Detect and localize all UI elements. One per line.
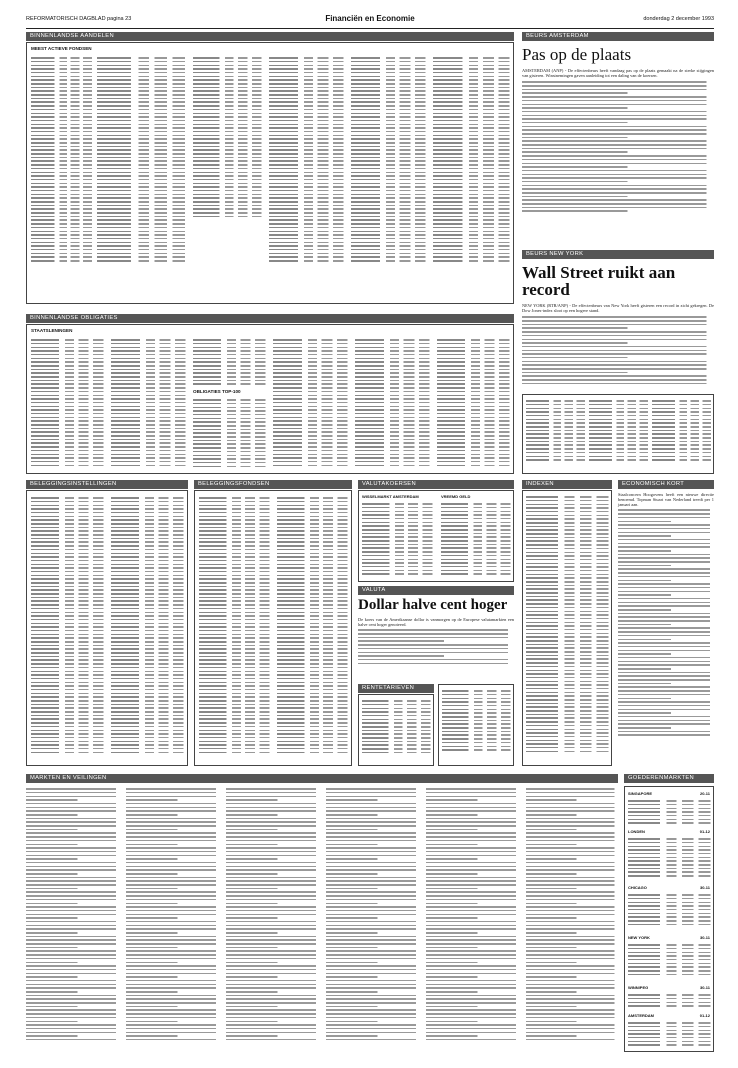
article-valuta-body: [358, 627, 514, 671]
page-header: [26, 14, 714, 28]
goederen-date-londen: 01-12: [699, 829, 710, 834]
section-band-beleggingsinstellingen: BELEGGINGSINSTELLINGEN: [26, 480, 188, 489]
obligaties-top-heading: OBLIGATIES TOP-100: [193, 389, 241, 394]
goederen-table-winnipeg: [628, 992, 712, 1010]
section-band-rentetarieven: RENTETARIEVEN: [358, 684, 434, 693]
section-band-economisch-kort: ECONOMISCH KORT: [618, 480, 714, 489]
goederen-date-singapore: 20-11: [699, 791, 710, 796]
aandelen-column-6: [433, 55, 511, 287]
goederenmarkten-box: [624, 786, 714, 1052]
beleggingsinstellingen-box: [26, 490, 188, 766]
section-band-binnenlandse-obligaties: BINNENLANDSE OBLIGATIES: [26, 314, 514, 323]
goederen-date-winnipeg: 30-11: [699, 985, 710, 990]
page-header-date: donderdag 2 december 1993: [643, 16, 714, 22]
article-economisch-body: [618, 507, 714, 757]
section-band-beurs-newyork: BEURS NEW YORK: [522, 250, 714, 259]
obligaties-column-5: [355, 337, 431, 471]
beleggingsinstellingen-col-2: [111, 495, 185, 763]
obligaties-column-2: [111, 337, 187, 471]
markten-column-4: [326, 786, 420, 1052]
obligaties-column-4: [273, 337, 349, 471]
article-amsterdam-headline: Pas op de plaats: [522, 45, 632, 64]
markten-column-1: [26, 786, 120, 1052]
goederen-table-chicago: [628, 892, 712, 932]
article-amsterdam-lead: AMSTERDAM (ANP) - De effectenbeurs heeft vandaag pas op de plaats gemaakt na de sterke stijgingen van gisteren. Winstnemingen gaven aanleiding tot een daling van de koersen.: [522, 68, 714, 79]
article-newyork-body: [522, 314, 714, 394]
goederen-date-chicago: 30-11: [699, 885, 710, 890]
section-band-goederenmarkten: GOEDERENMARKTEN: [624, 774, 714, 783]
goederen-label-chicago: CHICAGO: [628, 885, 647, 890]
obligaties-column-3: [193, 337, 267, 387]
article-valuta-headline: Dollar halve cent hoger: [358, 597, 508, 613]
wisselmarkt-table: [362, 501, 434, 581]
meest-actief-heading: MEEST ACTIEVE FONDSEN: [31, 46, 92, 51]
article-economisch-kort: [618, 492, 714, 757]
obligaties-top-column: [193, 397, 267, 471]
goederen-label-winnipeg: WINNIPEG: [628, 985, 649, 990]
markten-column-3: [226, 786, 320, 1052]
aandelen-column-3: [193, 55, 263, 237]
article-amsterdam: [522, 46, 714, 229]
beleggingsinstellingen-col-1: [31, 495, 105, 763]
indexen-box: [522, 490, 612, 766]
article-valuta: [358, 598, 514, 671]
aandelen-column-2: [97, 55, 187, 287]
article-valuta-lead: De koers van de Amerikaanse dollar is vanmorgen op de Europese valutamarkten een halve cent hoger genoteerd.: [358, 617, 514, 628]
section-band-valuta: VALUTA: [358, 586, 514, 595]
section-band-beleggingsfondsen: BELEGGINGSFONDSEN: [194, 480, 352, 489]
goederen-table-singapore: [628, 798, 712, 826]
aandelen-column-1: [31, 55, 93, 287]
section-band-beurs-amsterdam: BEURS AMSTERDAM: [522, 32, 714, 41]
valutakoersen-box: [358, 490, 514, 582]
newyork-koersen-box: [522, 394, 714, 474]
article-economisch-lead: Staalconcern Hoogovens heeft een nieuwe directie benoemd. Topman Stuart van Nederland treedt per 1 januari aan.: [618, 492, 714, 508]
goederen-table-amsterdam: [628, 1020, 712, 1050]
goederen-label-singapore: SINGAPORE: [628, 791, 653, 796]
article-amsterdam-body: [522, 79, 714, 229]
wisselmarkt-heading: WISSELMARKT AMSTERDAM: [362, 494, 419, 499]
section-band-indexen: INDEXEN: [522, 480, 612, 489]
goederen-table-londen: [628, 836, 712, 882]
page-header-left: REFORMATORISCH DAGBLAD pagina 23: [26, 16, 132, 22]
goederen-label-newyork: NEW YORK: [628, 935, 650, 940]
page-header-title: Financiën en Economie: [325, 14, 415, 23]
goederen-date-amsterdam: 01-12: [699, 1013, 710, 1018]
header-rule: [26, 28, 714, 29]
valuta-side-table: [442, 688, 512, 764]
newspaper-page: [26, 14, 714, 1054]
section-band-valutakoersen: VALUTAKOERSEN: [358, 480, 514, 489]
obligaties-column-6: [437, 337, 511, 471]
rentetarieven-box: [358, 694, 434, 766]
vreemd-geld-table: [441, 501, 512, 581]
aandelen-column-5: [351, 55, 427, 287]
article-newyork: [522, 264, 714, 394]
beleggingsfondsen-box: [194, 490, 352, 766]
article-newyork-headline: Wall Street ruikt aan record: [522, 263, 676, 299]
goederen-table-newyork: [628, 942, 712, 982]
beleggingsfondsen-col-1: [199, 495, 271, 763]
section-band-binnenlandse-aandelen: BINNENLANDSE AANDELEN: [26, 32, 514, 41]
valuta-side-box: [438, 684, 514, 766]
newyork-koersen-col-2: [589, 398, 649, 472]
obligaties-table-box: [26, 324, 514, 474]
indexen-table: [526, 494, 610, 764]
rentetarieven-table: [362, 698, 432, 764]
staatsleningen-heading: STAATSLENINGEN: [31, 328, 73, 333]
goederen-date-newyork: 30-11: [699, 935, 710, 940]
vreemd-geld-heading: VREEMD GELD: [441, 494, 471, 499]
article-newyork-lead: NEW YORK (RTR/ANP) - De effectenbeurs van New York heeft gisteren een record in zicht gekregen. De Dow Jones-index sloot op een hogere stand.: [522, 303, 714, 314]
markten-column-2: [126, 786, 220, 1052]
markten-column-5: [426, 786, 520, 1052]
obligaties-column-1: [31, 337, 105, 471]
goederen-label-amsterdam: AMSTERDAM: [628, 1013, 654, 1018]
section-band-markten-en-veilingen: MARKTEN EN VEILINGEN: [26, 774, 618, 783]
aandelen-column-4: [269, 55, 345, 287]
aandelen-table-box: [26, 42, 514, 304]
beleggingsfondsen-col-2: [277, 495, 349, 763]
goederen-label-londen: LONDEN: [628, 829, 645, 834]
newyork-koersen-col-3: [652, 398, 712, 472]
newyork-koersen-col-1: [526, 398, 586, 472]
markten-column-6: [526, 786, 618, 1052]
